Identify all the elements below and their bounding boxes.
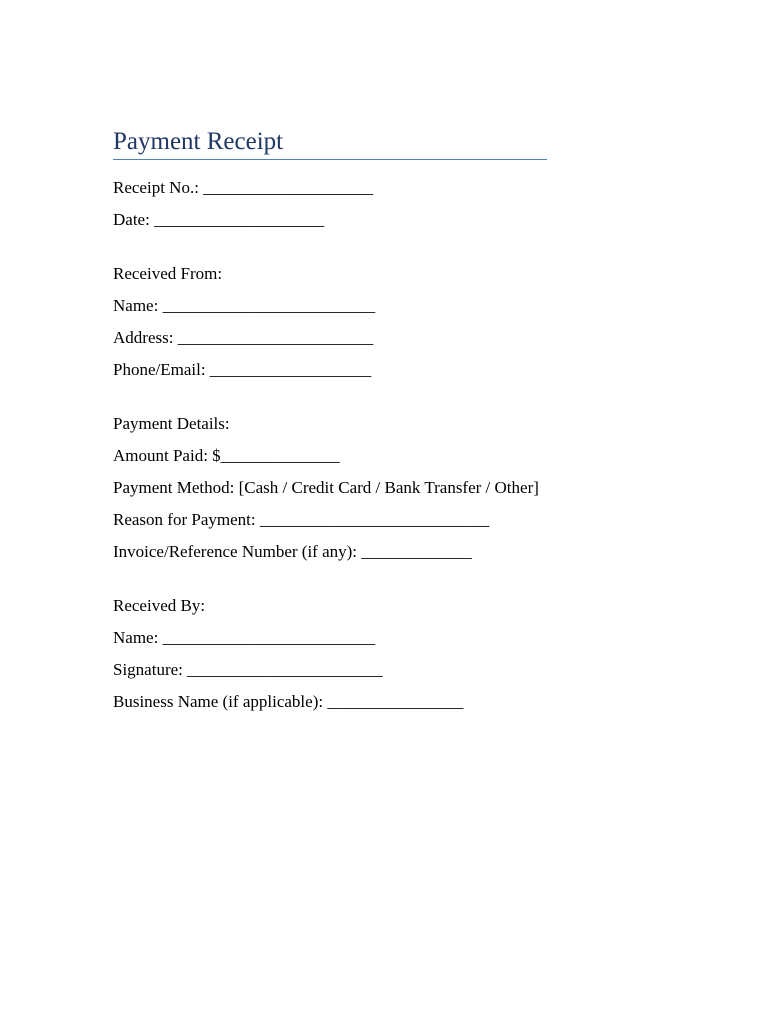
received-from-heading: Received From: [113, 264, 223, 283]
receiver-name-field: Name: _________________________ [113, 628, 376, 647]
receipt-document [113, 128, 549, 723]
reason-for-payment-field: Reason for Payment: ___________________________ [113, 510, 490, 529]
payment-details-heading: Payment Details: [113, 414, 230, 433]
section-gap [113, 573, 549, 595]
invoice-reference-field: Invoice/Reference Number (if any): _____________ [113, 542, 472, 561]
amount-paid-field: Amount Paid: $______________ [113, 446, 340, 465]
payer-phone-email-field: Phone/Email: ___________________ [113, 360, 372, 379]
payer-address-field: Address: _______________________ [113, 328, 374, 347]
business-name-field: Business Name (if applicable): ________________ [113, 692, 464, 711]
title-section [113, 128, 547, 160]
section-gap [113, 241, 549, 263]
date-field: Date: ____________________ [113, 210, 325, 229]
payer-name-field: Name: _________________________ [113, 296, 376, 315]
signature-field: Signature: _______________________ [113, 660, 383, 679]
received-by-heading: Received By: [113, 596, 206, 615]
payment-method-field: Payment Method: [Cash / Credit Card / Bank Transfer / Other] [113, 478, 539, 497]
page-title: Payment Receipt [113, 128, 284, 155]
section-gap [113, 391, 549, 413]
receipt-number-field: Receipt No.: ____________________ [113, 178, 374, 197]
